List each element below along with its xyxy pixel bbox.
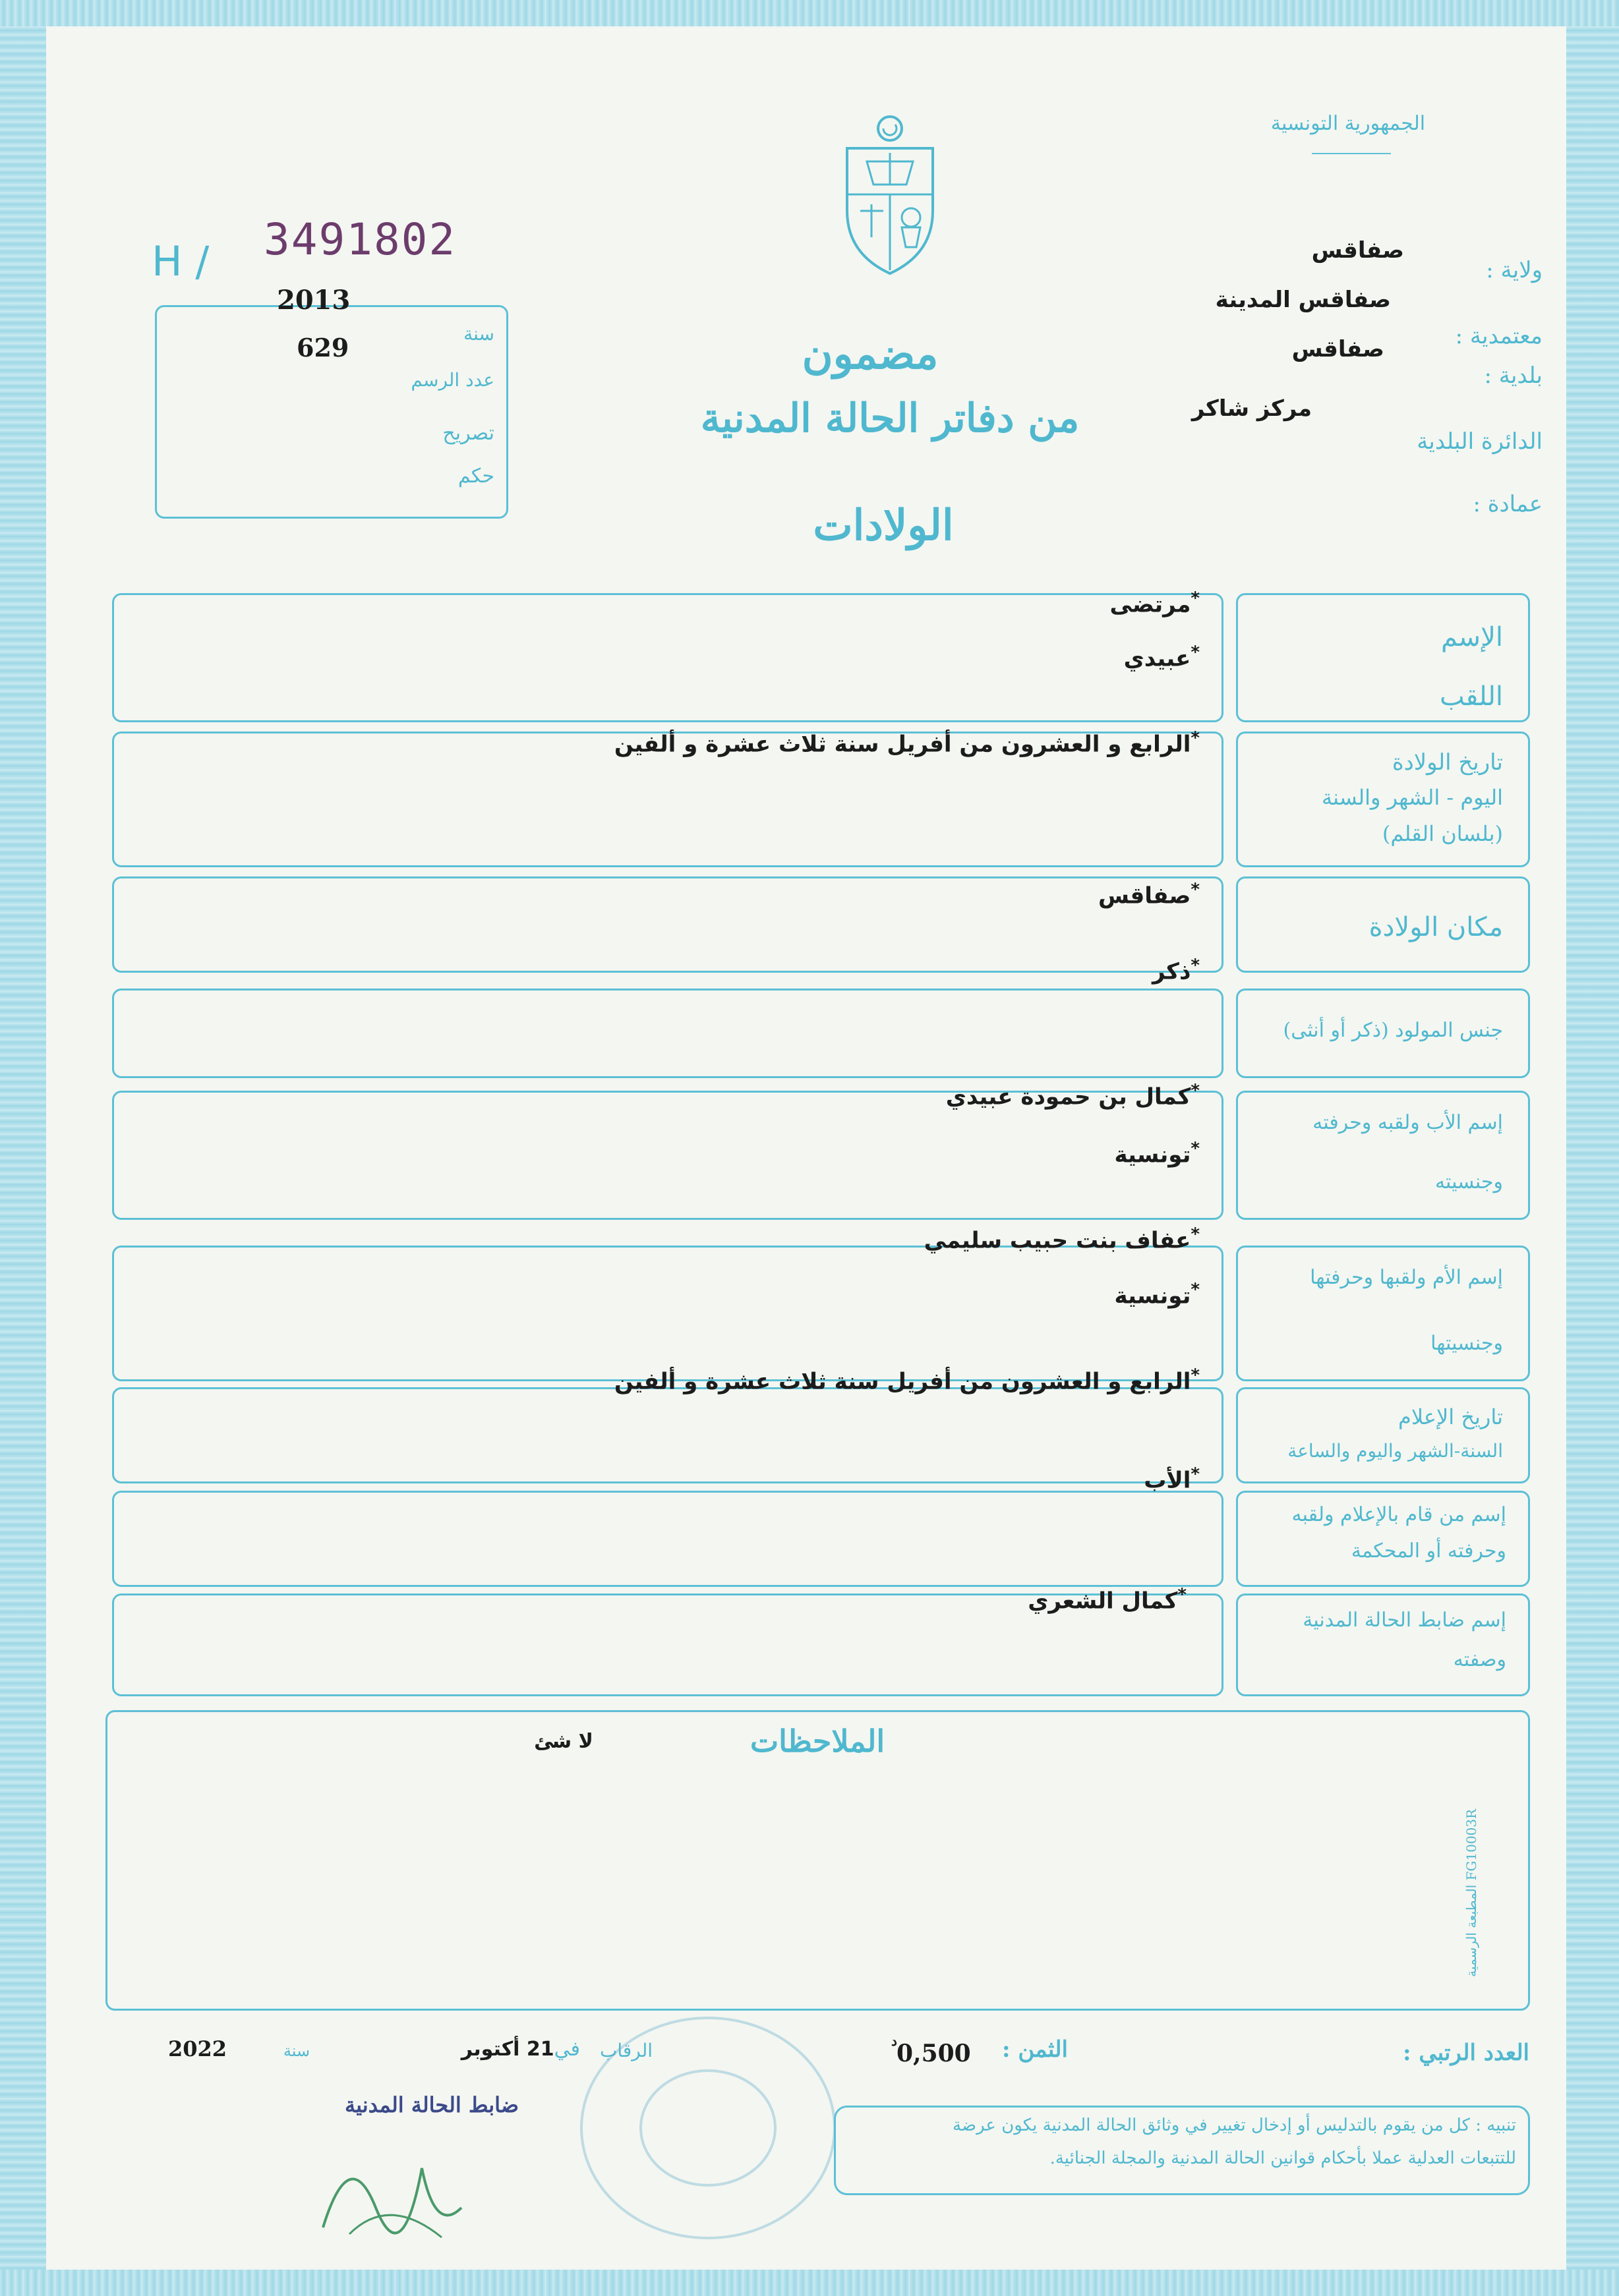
district-label: الدائرة البلدية [1417,428,1543,455]
register-declaration-label: تصريح [442,422,494,445]
municipality-value: صفاقس [1291,336,1384,362]
date-value: في21 أكتوبر [461,2038,580,2061]
name-label: الإسم [1440,622,1503,652]
birth-place-value: *صفاقس [1098,880,1200,909]
officer-value: *كمال الشعري [1028,1585,1187,1615]
declaration-date-value: *الرابع و العشرون من أفريل سنة ثلاث عشرة و ألفين [614,1365,1200,1395]
sex-value: *ذكر [1152,956,1200,985]
mother-label-1: إسم الأم ولقبها وحرفتها [1310,1266,1503,1289]
sex-value-box [112,989,1223,1078]
official-stamp-inner [639,2069,777,2187]
price-label: الثمن : [1002,2036,1068,2063]
birth-date-label-3: (بلسان القلم) [1382,821,1503,846]
place-label: الرقاب [599,2040,653,2061]
register-record-value: 629 [297,333,349,362]
republic-underline [1312,153,1391,154]
delegation-value: صفاقس المدينة [1215,287,1391,313]
declaration-date-label-1: تاريخ الإعلام [1398,1404,1503,1429]
surname-label: اللقب [1439,681,1503,712]
birth-place-label: مكان الولادة [1369,912,1503,942]
father-label-2: وجنسيته [1434,1170,1503,1193]
serial-number: 3491802 [264,214,457,265]
serial-prefix: H / [152,237,210,285]
register-year-value: 2013 [277,285,351,316]
remarks-label: الملاحظات [750,1723,885,1759]
declarant-label-2: وحرفته أو المحكمة [1351,1539,1506,1563]
birth-date-value: *الرابع و العشرون من أفريل سنة ثلاث عشرة و ألفين [614,728,1200,758]
price-value: 0,500 [897,2040,971,2067]
officer-title-stamp: ضابط الحالة المدنية [344,2092,519,2117]
wilaya-value: صفاقس [1311,237,1404,264]
sex-label: جنس المولود (ذكر أو أنثى) [1283,1019,1503,1042]
title-excerpt: مضمون [802,330,939,379]
printer-mark: المطبعة الرسمية FG10003R [1463,1808,1479,1977]
footer-serial-label: العدد الرتبي : [1402,2040,1529,2066]
register-record-label: عدد الرسم [411,369,494,391]
notice-line-1: تنبيه : كل من يقوم بالتدليس أو إدخال تغيير في وثائق الحالة المدنية يكون عرضة [953,2115,1516,2135]
page-border-bottom [0,2270,1619,2296]
notice-line-2: للتتبعات العدلية عملا بأحكام قوانين الحالة المدنية والمجلة الجنائية. [1049,2148,1516,2168]
district-value: مركز شاكر [1191,395,1312,422]
declaration-date-label-2: السنة-الشهر واليوم والساعة [1287,1440,1503,1462]
register-year-label: سنة [463,323,494,345]
municipality-label: بلدية : [1484,362,1543,389]
page-border-right [1566,0,1619,2296]
father-label-1: إسم الأب ولقبه وحرفته [1312,1111,1503,1134]
price-unit: د [891,2033,897,2049]
declarant-value: *الأب [1144,1464,1200,1494]
remarks-value: لا شئ [534,1730,593,1753]
officer-label-2: وصفته [1453,1648,1506,1671]
imada-label: عمادة : [1473,491,1543,517]
title-births: الولادات [813,501,954,550]
first-name-value: *مرتضى [1109,588,1200,618]
footer-year-value: 2022 [168,2036,227,2061]
delegation-label: معتمدية : [1455,323,1543,349]
mother-nationality-value: *تونسية [1114,1280,1200,1309]
mother-label-2: وجنسيتها [1430,1332,1503,1355]
father-name-value: *كمال بن حمودة عبيدي [945,1081,1200,1110]
title-registers: من دفاتر الحالة المدنية [700,395,1080,442]
footer-year-label: سنة [283,2042,310,2060]
mother-value-box [112,1246,1223,1381]
declarant-value-box [112,1491,1223,1587]
last-name-value: *عبيدي [1123,643,1200,672]
page-border-top [0,0,1619,26]
coat-of-arms-icon [837,112,943,277]
declarant-label-1: إسم من قام بالإعلام ولقبه [1291,1503,1506,1526]
officer-label-1: إسم ضابط الحالة المدنية [1303,1609,1506,1632]
birth-date-label-1: تاريخ الولادة [1392,749,1503,776]
father-nationality-value: *تونسية [1114,1139,1200,1168]
page-border-left [0,0,46,2296]
signature-icon [310,2129,475,2247]
wilaya-label: ولاية : [1486,257,1543,283]
republic-title: الجمهورية التونسية [1270,112,1426,135]
birth-date-label-2: اليوم - الشهر والسنة [1321,785,1503,810]
mother-name-value: *عفاف بنت حبيب سليمي [924,1224,1200,1254]
register-judgment-label: حكم [457,465,494,488]
